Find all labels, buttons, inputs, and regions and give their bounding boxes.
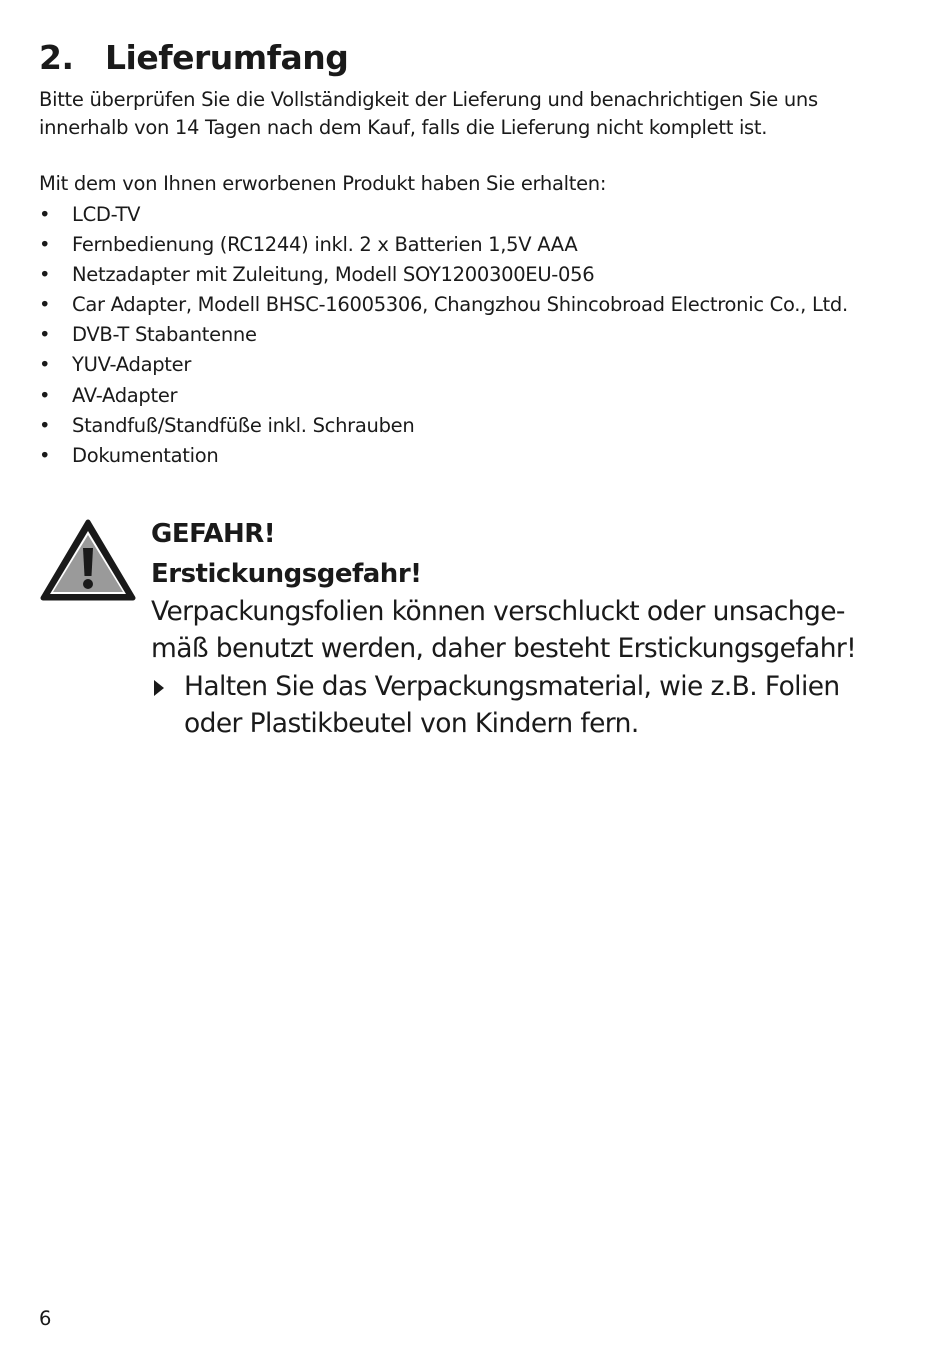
danger-description [151,594,871,667]
list-item-text: LCD-TV [72,203,141,226]
list-item-text: YUV-Adapter [72,353,192,377]
section-number: 2. [39,38,74,77]
danger-instruction-line-2: oder Plastikbeutel von Kindern fern. [184,707,639,739]
list-item [39,442,859,470]
list-item [39,231,859,259]
list-item [39,321,859,349]
danger-subtitle: Erstickungsgefahr! [151,559,422,589]
bullet-icon: • [39,323,51,347]
list-item-text: AV-Adapter [72,383,178,407]
bullet-icon: • [39,203,51,226]
bullet-icon: • [39,233,51,257]
delivery-lead-text: Mit dem von Ihnen erworbenen Produkt haben Sie erhalten: [39,172,607,195]
danger-description-line-1: Verpackungsfolien können verschluckt oder unsachge- [151,596,845,627]
list-item [39,261,859,289]
danger-instruction [151,669,871,742]
list-item-text: Netzadapter mit Zuleitung, Modell SOY1200300EU-056 [72,263,595,287]
list-item-text: Standfuß/Standfüße inkl. Schrauben [72,413,415,437]
intro-line-2: innerhalb von 14 Tagen nach dem Kauf, falls die Lieferung nicht komplett ist. [39,116,768,139]
delivery-items-list [39,201,859,472]
page-number: 6 [39,1307,52,1330]
list-item [39,382,859,410]
warning-triangle-icon [39,518,137,602]
list-item [39,291,859,319]
bullet-icon: • [39,263,51,287]
danger-description-line-2: mäß benutzt werden, daher besteht Erstickungsgefahr! [151,632,857,664]
section-heading [39,36,348,80]
danger-title: GEFAHR! [151,519,276,549]
list-item [39,201,859,229]
list-item [39,412,859,440]
danger-instruction-line-1: Halten Sie das Verpackungsmaterial, wie z.B. Folien [184,671,840,702]
list-item-text: Car Adapter, Modell BHSC-16005306, Changzhou Shincobroad Electronic Co., Ltd. [72,293,848,317]
bullet-icon: • [39,383,51,407]
bullet-icon: • [39,443,51,467]
section-title: Lieferumfang [105,38,349,77]
bullet-icon: • [39,413,51,437]
arrow-right-icon [154,680,164,696]
list-item [39,351,859,379]
list-item-text: Dokumentation [72,443,219,467]
bullet-icon: • [39,353,51,377]
intro-paragraph [39,86,869,142]
bullet-icon: • [39,293,51,317]
list-item-text: DVB-T Stabantenne [72,323,257,347]
list-item-text: Fernbedienung (RC1244) inkl. 2 x Batterien 1,5V AAA [72,233,578,257]
intro-line-1: Bitte überprüfen Sie die Vollständigkeit der Lieferung und benachrichtigen Sie uns [39,88,818,111]
